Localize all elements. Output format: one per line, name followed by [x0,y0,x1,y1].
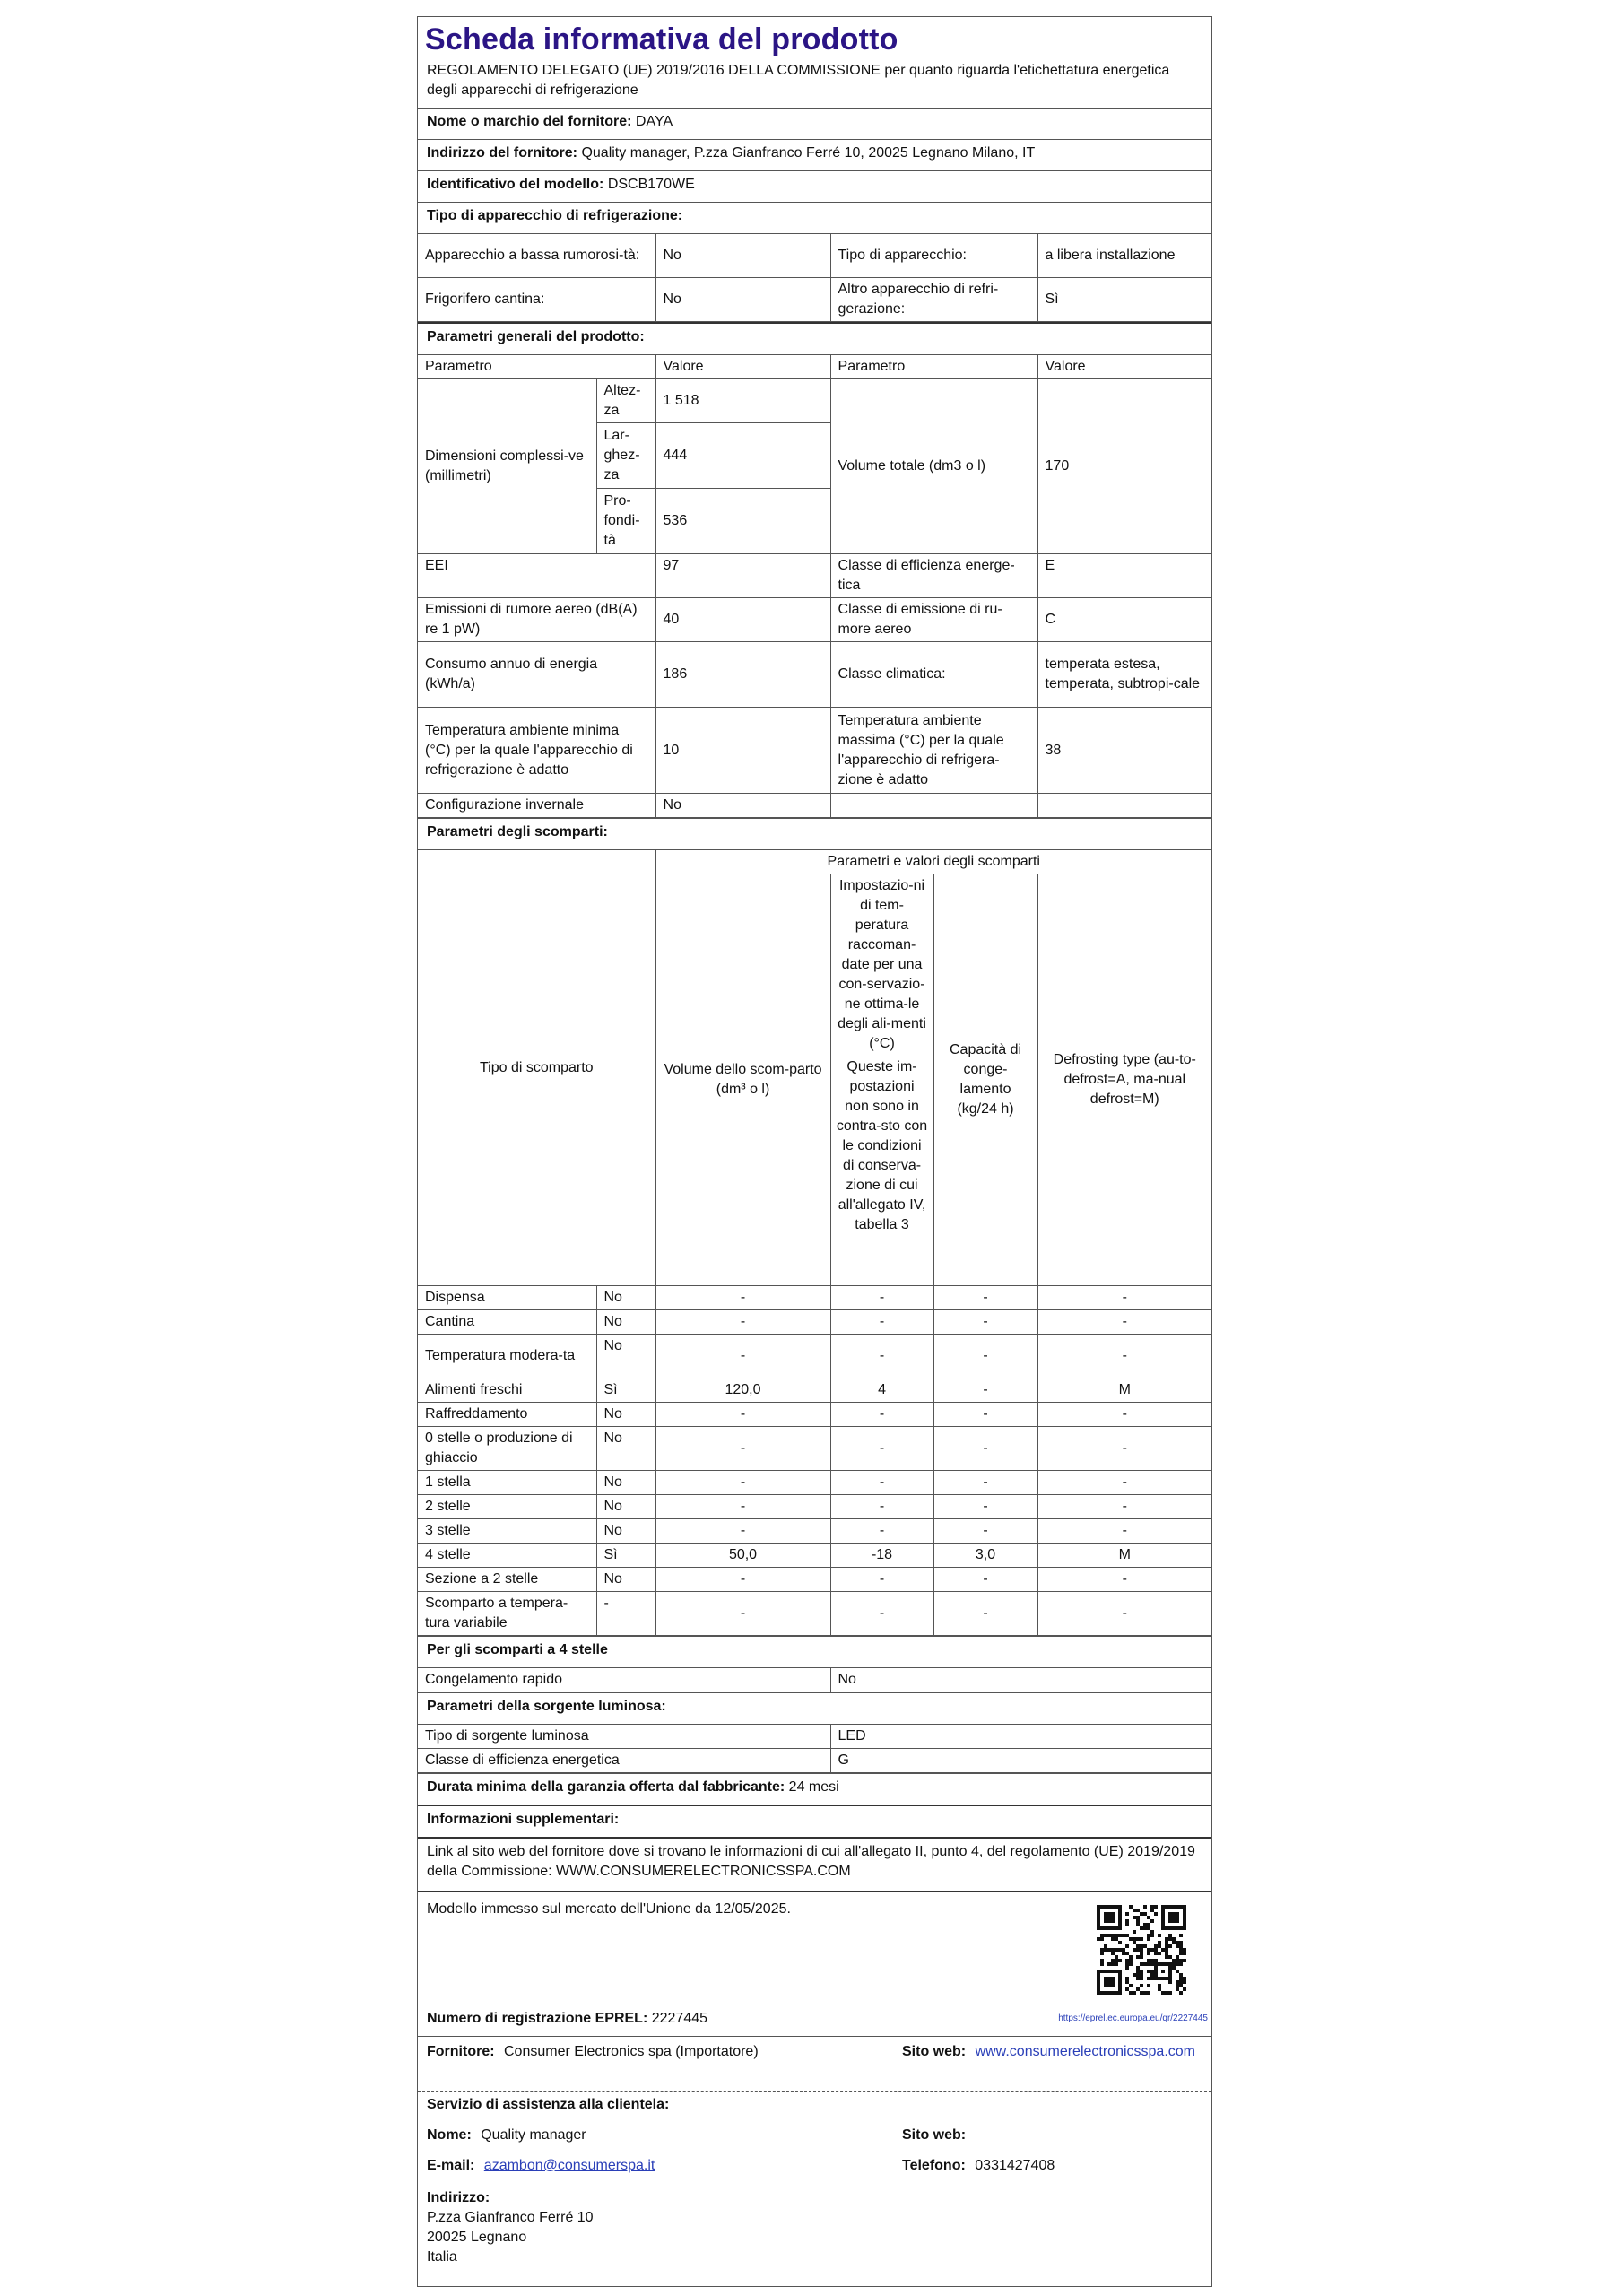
light-type-value: LED [830,1725,1211,1749]
compartment-temp: - [830,1592,933,1636]
model-label: Identificativo del modello: [427,177,604,192]
footer-website-link[interactable]: www.consumerelectronicsspa.com [975,2044,1195,2059]
additional-heading-row [418,1805,1211,1837]
compartments-heading-row [418,818,1211,849]
noise-value: 40 [655,598,830,642]
winter-config-value: No [655,794,830,818]
compartment-temp: - [830,1471,933,1495]
eprel-label: Numero di registrazione EPREL: [427,2011,648,2026]
service-address-line1: P.zza Gianfranco Ferré 10 [427,2210,594,2225]
model-row [418,170,1211,202]
compartment-temp: 4 [830,1378,933,1403]
compartment-row [418,1286,1211,1310]
compartment-name: Temperatura modera-ta [418,1335,596,1378]
compartment-defrost: - [1037,1335,1211,1378]
compartment-capacity: - [933,1403,1037,1427]
light-heading-row [418,1692,1211,1724]
energy-class-value: E [1037,554,1211,598]
warranty-value: 24 mesi [788,1779,839,1795]
customer-service-section [418,2091,1211,2275]
compartment-present: No [596,1286,655,1310]
service-name-value: Quality manager [481,2127,586,2143]
compartment-name: Scomparto a tempera-tura variabile [418,1592,596,1636]
min-temp-label: Temperatura ambiente minima (°C) per la quale l'apparecchio di refrigerazione è adatto [418,708,655,794]
compartment-name: Cantina [418,1310,596,1335]
light-class-value: G [830,1749,1211,1773]
other-device-label: Altro apparecchio di refri-gerazione: [830,278,1037,322]
dimensions-label: Dimensioni complessi-ve (millimetri) [418,379,596,554]
energy-consumption-label: Consumo annuo di energia (kWh/a) [418,642,655,708]
height-value: 1 518 [655,379,830,423]
compartment-present: No [596,1495,655,1519]
type-table [418,233,1211,322]
compartment-row [418,1310,1211,1335]
compartment-defrost: - [1037,1568,1211,1592]
compartment-capacity: - [933,1592,1037,1636]
compartment-defrost: - [1037,1403,1211,1427]
additional-heading: Informazioni supplementari: [427,1812,620,1827]
compartment-capacity: 3,0 [933,1544,1037,1568]
compartment-present: No [596,1471,655,1495]
compartment-volume: - [655,1286,830,1310]
compartment-row [418,1427,1211,1471]
service-address-line3: Italia [427,2249,457,2265]
service-email-label: E-mail: [427,2158,475,2173]
compartment-volume: - [655,1519,830,1544]
market-section [418,1891,1211,2036]
compartment-volume: - [655,1403,830,1427]
compartment-name: 1 stella [418,1471,596,1495]
compartment-rows [418,1286,1211,1636]
compartment-defrost: - [1037,1471,1211,1495]
additional-link-row [418,1837,1211,1891]
service-phone-value: 0331427408 [975,2158,1055,2173]
eei-label: EEI [418,554,655,598]
compartment-temp: - [830,1403,933,1427]
compartment-row [418,1378,1211,1403]
compartment-name: 4 stelle [418,1544,596,1568]
winter-config-label: Configurazione invernale [418,794,655,818]
col-param-header-2: Parametro [830,355,1037,379]
height-label: Altez-za [596,379,655,423]
model-value: DSCB170WE [607,177,695,192]
eprel-url-link[interactable]: https://eprel.ec.europa.eu/qr/2227445 [1058,2013,1208,2023]
four-star-heading-row [418,1636,1211,1667]
compartment-capacity: - [933,1378,1037,1403]
service-heading: Servizio di assistenza alla clientela: [427,2097,670,2112]
freeze-capacity-header: Capacità di conge-lamento (kg/24 h) [933,874,1037,1286]
compartment-row [418,1403,1211,1427]
compartment-defrost: M [1037,1544,1211,1568]
compartment-volume: 120,0 [655,1378,830,1403]
light-class-label: Classe di efficienza energetica [418,1749,830,1773]
noise-class-label: Classe di emissione di ru-more aereo [830,598,1037,642]
energy-consumption-value: 186 [655,642,830,708]
eprel-row [427,2009,707,2029]
light-table [418,1724,1211,1773]
compartment-temp: - [830,1568,933,1592]
col-value-header-2: Valore [1037,355,1211,379]
additional-link-text: Link al sito web del fornitore dove si trovano le informazioni di cui all'allegato II, punto 4, del regolamento (UE) 2019/2019 della Commissione: WWW.CONSUMERELECTRONICSSPA.COM [427,1844,1195,1879]
eprel-value: 2227445 [651,2011,708,2026]
compartment-name: 3 stelle [418,1519,596,1544]
compartments-heading: Parametri degli scomparti: [427,824,608,839]
market-date-text: Modello immesso sul mercato dell'Unione da 12/05/2025. [427,1901,791,1917]
service-email-link[interactable]: azambon@consumerspa.it [483,2158,655,2173]
compartment-capacity: - [933,1335,1037,1378]
compartment-name: Alimenti freschi [418,1378,596,1403]
compartment-name: Sezione a 2 stelle [418,1568,596,1592]
supplier-name-value: DAYA [635,114,673,129]
volume-header: Volume dello scom-parto (dm³ o l) [655,874,830,1286]
compartment-capacity: - [933,1568,1037,1592]
compartment-temp: -18 [830,1544,933,1568]
compartment-temp: - [830,1310,933,1335]
compartment-volume: 50,0 [655,1544,830,1568]
four-star-heading: Per gli scomparti a 4 stelle [427,1642,608,1657]
page-title: Scheda informativa del prodotto [425,22,898,57]
compartment-present: No [596,1568,655,1592]
fast-freeze-label: Congelamento rapido [418,1668,830,1692]
light-type-label: Tipo di sorgente luminosa [418,1725,830,1749]
col-param-header: Parametro [418,355,655,379]
low-noise-value: No [655,234,830,278]
compartment-group-header: Parametri e valori degli scomparti [655,850,1211,874]
temp-settings-header [830,874,933,1286]
climate-class-label: Classe climatica: [830,642,1037,708]
compartment-defrost: - [1037,1427,1211,1471]
service-name-label: Nome: [427,2127,472,2143]
min-temp-value: 10 [655,708,830,794]
four-star-table [418,1667,1211,1692]
compartment-type-header: Tipo di scomparto [418,850,655,1286]
wine-cooler-label: Frigorifero cantina: [418,278,655,322]
temp-settings-note: Queste im-postazioni non sono in contra-sto con le condizioni di conserva-zione di cui all'allegato IV, tabella 3 [836,1059,928,1232]
supplier-name-label: Nome o marchio del fornitore: [427,114,632,129]
wine-cooler-value: No [655,278,830,322]
type-heading: Tipo di apparecchio di refrigerazione: [427,208,683,223]
warranty-label: Durata minima della garanzia offerta dal fabbricante: [427,1779,785,1795]
compartment-volume: - [655,1495,830,1519]
compartment-capacity: - [933,1519,1037,1544]
compartment-volume: - [655,1335,830,1378]
energy-class-label: Classe di efficienza energe-tica [830,554,1037,598]
noise-class-value: C [1037,598,1211,642]
compartment-capacity: - [933,1495,1037,1519]
compartment-row [418,1544,1211,1568]
eei-value: 97 [655,554,830,598]
max-temp-label: Temperatura ambiente massima (°C) per la quale l'apparecchio di refrigera-zione è adatto [830,708,1037,794]
product-info-sheet [417,16,1212,2287]
compartment-name: 0 stelle o produzione di ghiaccio [418,1427,596,1471]
service-site-label: Sito web: [902,2127,967,2143]
compartment-volume: - [655,1471,830,1495]
type-heading-row [418,202,1211,233]
compartment-capacity: - [933,1310,1037,1335]
noise-label: Emissioni di rumore aereo (dB(A) re 1 pW) [418,598,655,642]
compartment-temp: - [830,1519,933,1544]
supplier-address-row [418,139,1211,170]
regulation-text: REGOLAMENTO DELEGATO (UE) 2019/2016 DELLA COMMISSIONE per quanto riguarda l'etichettatura energetica degli apparecchi di refrigerazione [427,63,1170,98]
supplier-footer-row [418,2036,1211,2091]
compartment-present: No [596,1335,655,1378]
compartment-row [418,1592,1211,1636]
compartment-present: No [596,1310,655,1335]
footer-supplier-label: Fornitore: [427,2044,495,2059]
device-type-value: a libera installazione [1037,234,1211,278]
compartment-volume: - [655,1568,830,1592]
qr-code-icon[interactable] [1097,1905,1186,1995]
compartment-capacity: - [933,1427,1037,1471]
compartment-name: 2 stelle [418,1495,596,1519]
depth-label: Pro-fondi-tà [596,489,655,554]
compartments-table [418,849,1211,1636]
general-heading: Parametri generali del prodotto: [427,329,645,344]
compartment-volume: - [655,1592,830,1636]
general-heading-row [418,322,1211,354]
low-noise-label: Apparecchio a bassa rumorosi-tà: [418,234,655,278]
compartment-volume: - [655,1310,830,1335]
compartment-name: Raffreddamento [418,1403,596,1427]
compartment-temp: - [830,1495,933,1519]
compartment-defrost: M [1037,1378,1211,1403]
other-device-value: Sì [1037,278,1211,322]
compartment-present: Sì [596,1544,655,1568]
compartment-row [418,1335,1211,1378]
depth-value: 536 [655,489,830,554]
compartment-defrost: - [1037,1519,1211,1544]
col-value-header: Valore [655,355,830,379]
compartment-temp: - [830,1427,933,1471]
compartment-defrost: - [1037,1495,1211,1519]
light-heading: Parametri della sorgente luminosa: [427,1699,666,1714]
service-phone-label: Telefono: [902,2158,966,2173]
compartment-temp: - [830,1335,933,1378]
general-params-table [418,354,1211,818]
compartment-present: Sì [596,1378,655,1403]
compartment-name: Dispensa [418,1286,596,1310]
supplier-name-row [418,108,1211,139]
compartment-defrost: - [1037,1286,1211,1310]
compartment-capacity: - [933,1471,1037,1495]
compartment-row [418,1495,1211,1519]
defrost-type-header: Defrosting type (au-to-defrost=A, ma-nual defrost=M) [1037,874,1211,1286]
climate-class-value: temperata estesa, temperata, subtropi-cale [1037,642,1211,708]
compartment-present: No [596,1519,655,1544]
compartment-defrost: - [1037,1592,1211,1636]
volume-label: Volume totale (dm3 o l) [830,379,1037,554]
compartment-row [418,1471,1211,1495]
footer-supplier-value: Consumer Electronics spa (Importatore) [504,2044,759,2059]
width-value: 444 [655,423,830,489]
compartment-temp: - [830,1286,933,1310]
compartment-present: - [596,1592,655,1636]
warranty-row [418,1773,1211,1805]
volume-value: 170 [1037,379,1211,554]
compartment-capacity: - [933,1286,1037,1310]
max-temp-value: 38 [1037,708,1211,794]
compartment-present: No [596,1403,655,1427]
service-address-label: Indirizzo: [427,2190,490,2205]
compartment-row [418,1519,1211,1544]
compartment-present: No [596,1427,655,1471]
fast-freeze-value: No [830,1668,1211,1692]
service-address-line2: 20025 Legnano [427,2230,527,2245]
temp-settings-text: Impostazio-ni di tem-peratura raccoman-date per una con-servazio-ne ottima-le degli ali-menti (°C) [838,878,926,1051]
compartment-defrost: - [1037,1310,1211,1335]
compartment-volume: - [655,1427,830,1471]
compartment-row [418,1568,1211,1592]
supplier-address-value: Quality manager, P.zza Gianfranco Ferré 10, 20025 Legnano Milano, IT [581,145,1036,161]
footer-website-label: Sito web: [902,2044,967,2059]
device-type-label: Tipo di apparecchio: [830,234,1037,278]
supplier-address-label: Indirizzo del fornitore: [427,145,577,161]
width-label: Lar-ghez-za [596,423,655,489]
